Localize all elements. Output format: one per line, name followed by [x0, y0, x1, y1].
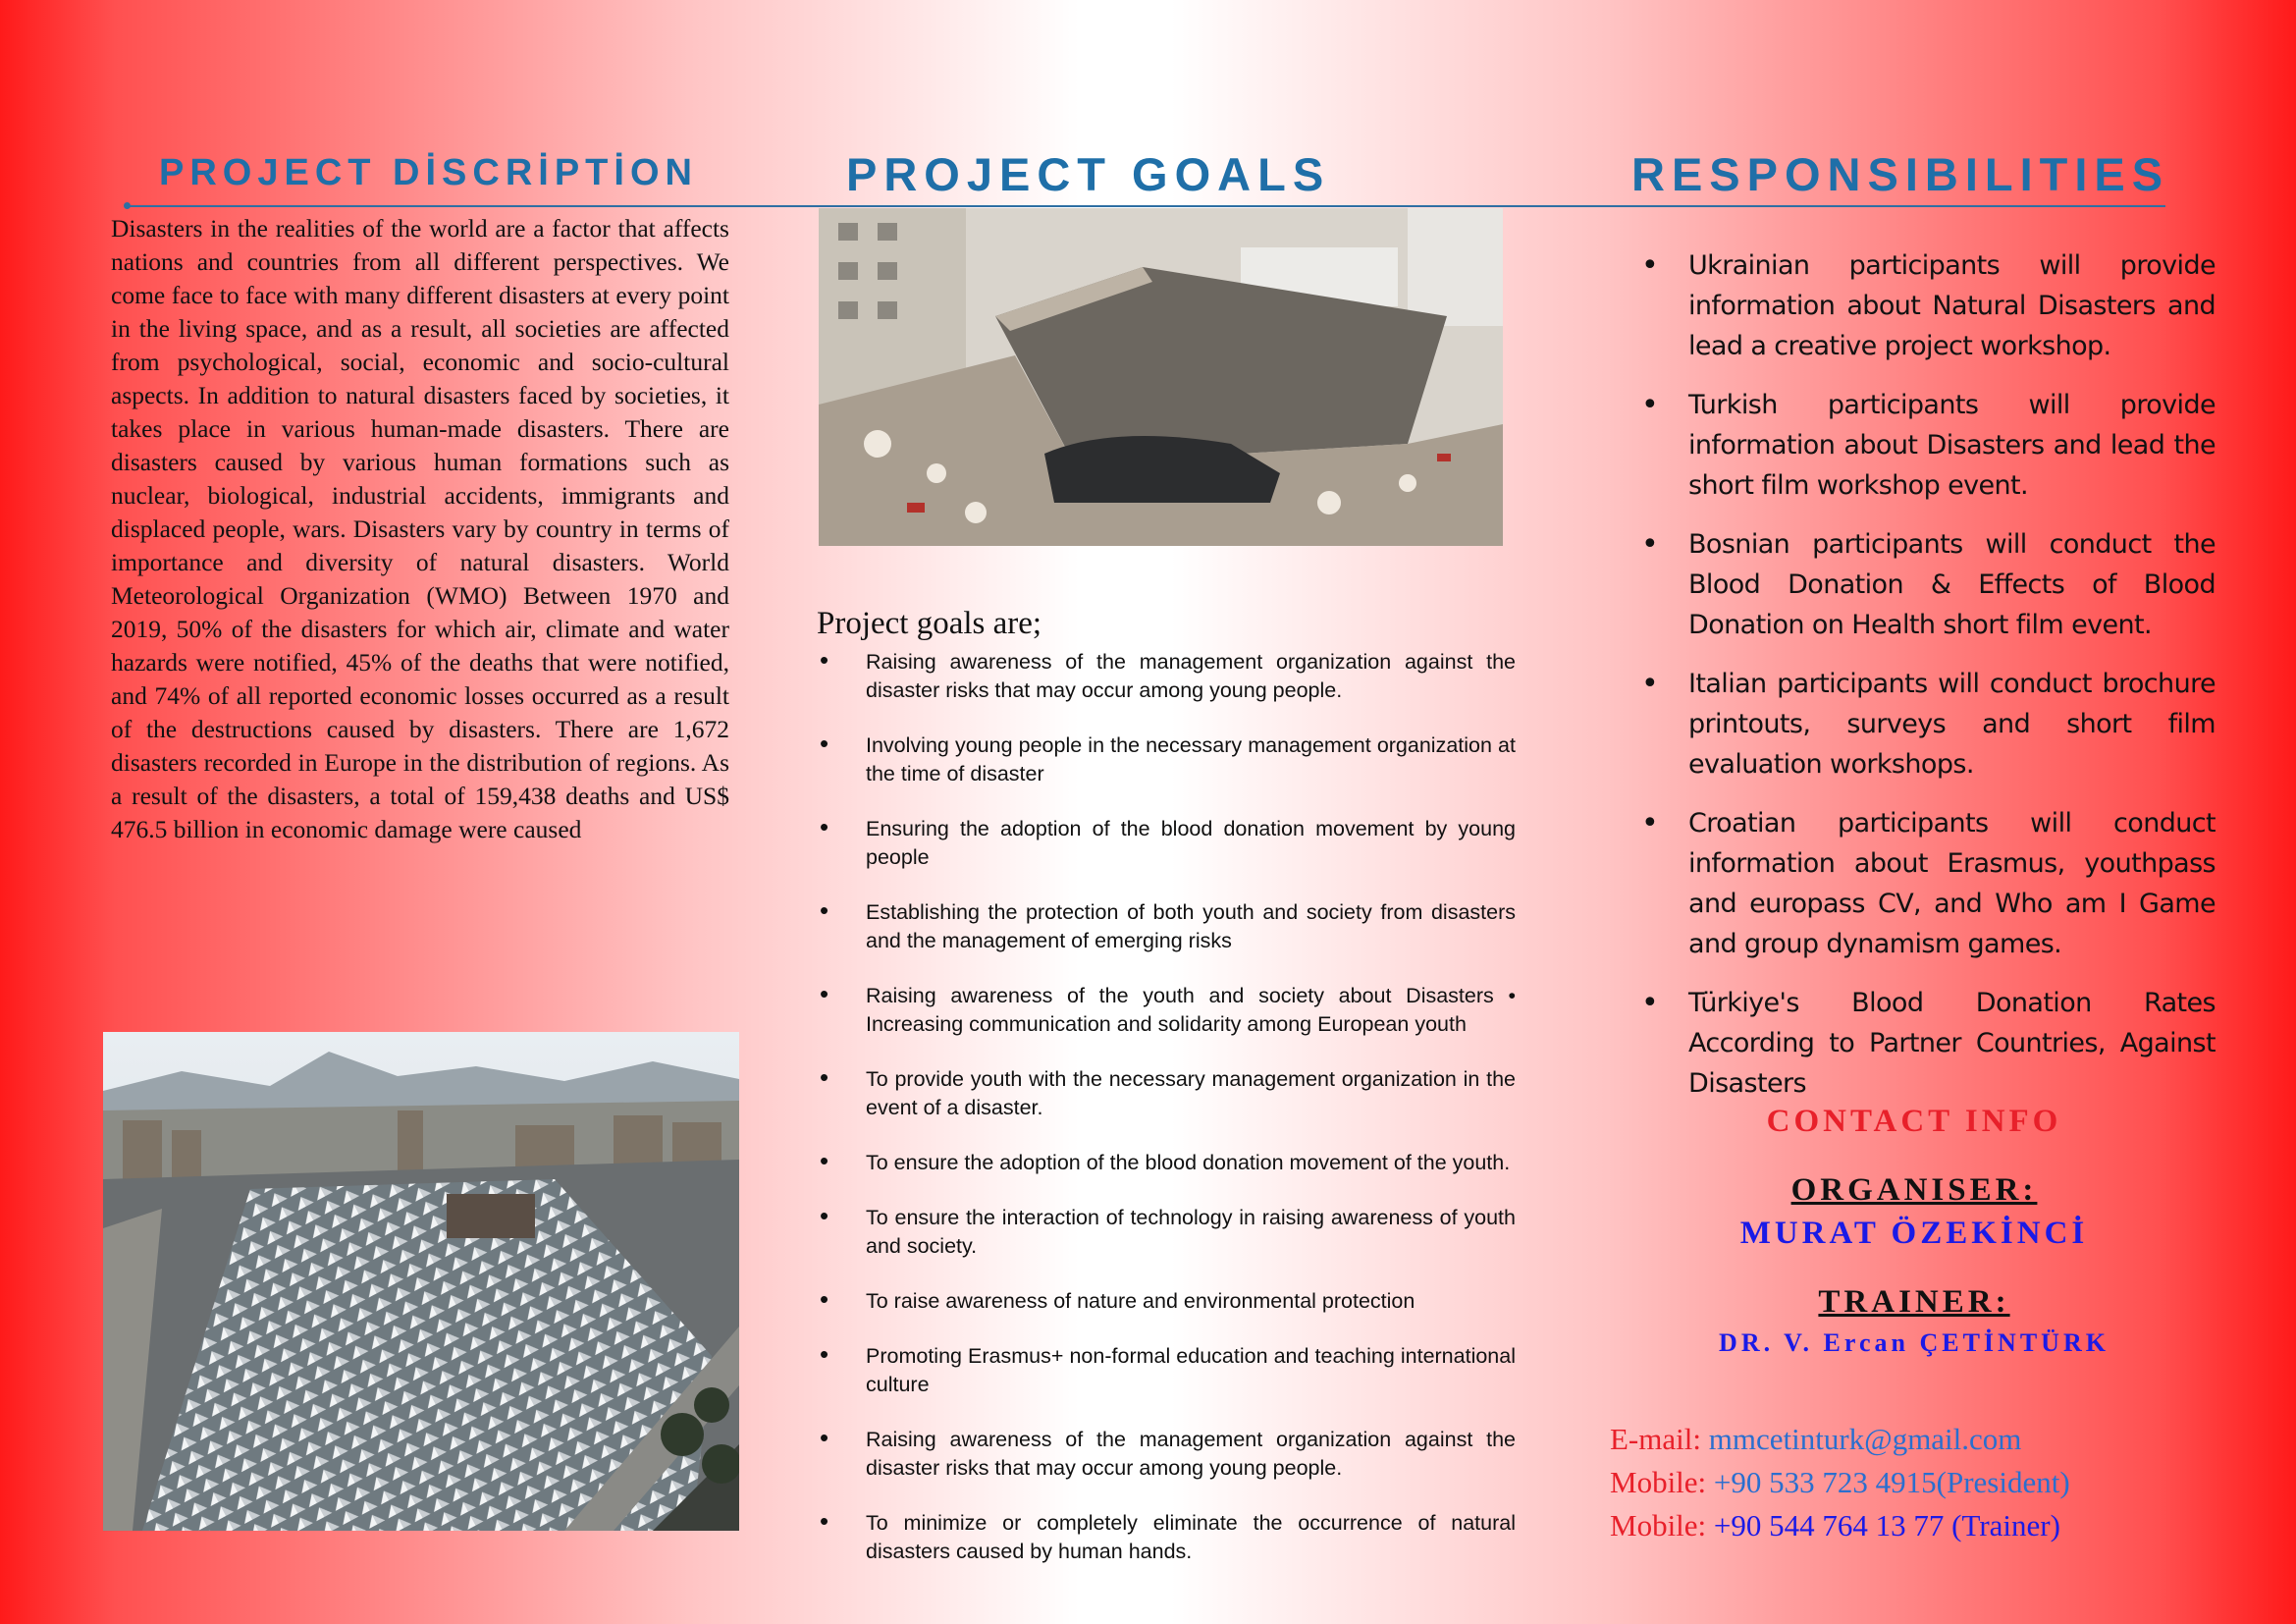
goal-item: • Establishing the protection of both youth and society from disasters and the management of emerging risks: [817, 898, 1516, 955]
responsibility-item: • Turkish participants will provide information about Disasters and lead the short film workshop event.: [1641, 385, 2216, 506]
goal-item: • Promoting Erasmus+ non-formal education and teaching international culture: [817, 1342, 1516, 1399]
responsibility-item: • Croatian participants will conduct information about Erasmus, youthpass and europass CV, and Who am I Game and group dynamism games.: [1641, 803, 2216, 964]
goals-list: [817, 648, 1516, 1593]
goal-item: • To provide youth with the necessary management organization in the event of a disaster.: [817, 1065, 1516, 1122]
goal-item: • To ensure the interaction of technology in raising awareness of youth and society.: [817, 1204, 1516, 1261]
goal-item: • Raising awareness of the management organization against the disaster risks that may occur among young people.: [817, 648, 1516, 705]
goal-item: • To minimize or completely eliminate the occurrence of natural disasters caused by human hands.: [817, 1509, 1516, 1566]
responsibility-item: • Türkiye's Blood Donation Rates According to Partner Countries, Against Disasters: [1641, 983, 2216, 1104]
contact-info-title: CONTACT INFO: [1766, 1104, 2062, 1139]
mobile-label: Mobile:: [1610, 1465, 1707, 1499]
mobile-president-number[interactable]: +90 533 723 4915(President): [1713, 1465, 2070, 1499]
mobile-label: Mobile:: [1610, 1508, 1707, 1543]
mobile-trainer-number[interactable]: +90 544 764 13 77 (Trainer): [1713, 1508, 2060, 1543]
collapsed-building-photo: [819, 208, 1503, 546]
tent-camp-photo: [103, 1032, 739, 1531]
project-description-text: Disasters in the realities of the world are a factor that affects nations and countries from all different perspectives. We come face to face with many different disasters at every point in the living space, and as a result, all societies are affected from psychological, social, economic and socio-cultural aspects. In addition to natural disasters faced by societies, it takes place in various human-made disasters. There are disasters caused by various human formations such as nuclear, biological, industrial accidents, immigrants and displaced people, wars. Disasters vary by country in terms of importance and diversity of natural disasters. World Meteorological Organization (WMO) Between 1970 and 2019, 50% of the disasters for which air, climate and water hazards were notified, 45% of the deaths that were notified, and 74% of all reported economic losses occurred as a result of the destructions caused by disasters. There are 1,672 disasters recorded in Europe in the distribution of regions. As a result of the disasters, a total of 159,438 deaths and US$ 476.5 billion in economic damage were caused: [111, 214, 729, 843]
project-goals-heading: PROJECT GOALS: [846, 148, 1331, 200]
responsibilities-list: [1641, 245, 2216, 1122]
goal-item: • Raising awareness of the youth and society about Disasters • Increasing communication and solidarity among European youth: [817, 982, 1516, 1039]
organiser-name: MURAT ÖZEKİNCİ: [1739, 1216, 2089, 1251]
responsibility-item: • Bosnian participants will conduct the Blood Donation & Effects of Blood Donation on Health short film event.: [1641, 524, 2216, 645]
responsibilities-heading: RESPONSIBILITIES: [1631, 148, 2170, 200]
trainer-name: DR. V. Ercan ÇETİNTÜRK: [1719, 1328, 2109, 1357]
email-label: E-mail:: [1610, 1422, 1701, 1456]
trainer-label: TRAINER:: [1818, 1284, 2010, 1320]
organiser-label: ORGANISER:: [1790, 1172, 2038, 1208]
header-divider: [126, 205, 2165, 207]
responsibility-item: • Italian participants will conduct brochure printouts, surveys and short film evaluation workshops.: [1641, 664, 2216, 785]
mobile-president-line: [1610, 1465, 2070, 1500]
email-link[interactable]: mmcetinturk@gmail.com: [1708, 1422, 2022, 1456]
mobile-trainer-line: [1610, 1508, 2060, 1543]
goal-item: • To raise awareness of nature and environmental protection: [817, 1287, 1516, 1316]
goal-item: • Involving young people in the necessary management organization at the time of disaster: [817, 731, 1516, 788]
responsibility-item: • Ukrainian participants will provide information about Natural Disasters and lead a creative project workshop.: [1641, 245, 2216, 366]
goals-intro: Project goals are;: [817, 606, 1042, 641]
project-description-heading: PROJECT DİSCRİPTİON: [159, 152, 698, 193]
goal-item: • To ensure the adoption of the blood donation movement of the youth.: [817, 1149, 1516, 1177]
email-line: [1610, 1422, 2021, 1457]
goal-item: • Ensuring the adoption of the blood donation movement by young people: [817, 815, 1516, 872]
goal-item: • Raising awareness of the management organization against the disaster risks that may occur among young people.: [817, 1426, 1516, 1483]
